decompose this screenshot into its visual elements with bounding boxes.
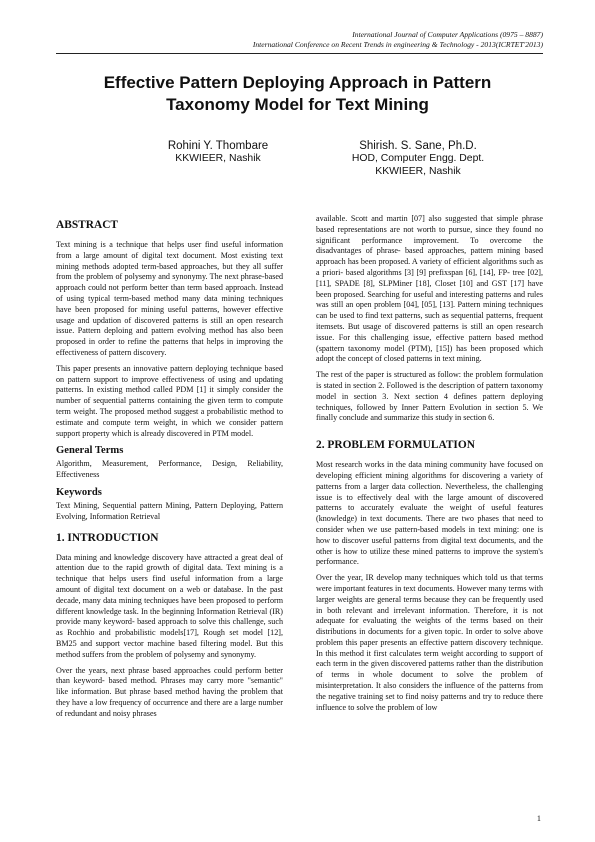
left-column (56, 214, 283, 724)
introduction-paragraph: Data mining and knowledge discovery have attracted a great deal of attention due to the rapid growth of digital data. Text mining is a technique that helps users find useful information from a large amount of digital text document on a web or database. In the past decade, many data mining techniques have been proposed to perform different knowledge task. In the beginning Information Retrieval (IR) provide many keyword- based approach to solve this challenge, such as Rochhio and probabilistic models[17], Rough set model [12], BM25 and support vector machine based filtering model. But this method suffers from the problem of polysemy and synonymy. (56, 552, 283, 659)
problem-formulation-paragraph: Most research works in the data mining community have focused on developing efficient mining algorithms for discovering a variety of patterns from a larger data collection. Nevertheless, the challenging issue is to effectively deal with the large amount of discovered patterns to accurately evaluate the weight of useful features (knowledge) in text documents. There are two phases that need to consider when we use pattern-based models in text mining: one is how to discover useful patterns from digital text documents, and the other is how to utilize these mined patterns to improve the system's performance. (316, 460, 543, 567)
author-block-2 (318, 139, 518, 178)
running-header (63, 30, 543, 50)
general-terms-text: Algorithm, Measurement, Performance, Design, Reliability, Effectiveness (56, 459, 283, 480)
introduction-paragraph: Over the years, next phrase based approaches could perform better than keyword- based method. Phrases may carry more "semantic" like information. But phrase based method having the problem that they have a low frequency of occurrence and there are a large number of redundant and noisy phrases (56, 665, 283, 718)
author-affiliation: KKWIEER, Nashik (175, 153, 261, 164)
author-affiliation: KKWIEER, Nashik (375, 165, 461, 177)
paper-title: Effective Pattern Deploying Approach in Pattern Taxonomy Model for Text Mining (103, 73, 492, 114)
right-column (316, 214, 543, 718)
author-name: Rohini Y. Thombare (167, 140, 269, 152)
journal-line: International Journal of Computer Applications (0975 – 8887) (352, 30, 543, 39)
general-terms-heading: General Terms (56, 445, 124, 457)
abstract-paragraph: This paper presents an innovative pattern deploying technique based on pattern support to improve effectiveness of using and updating patterns. In existing method called PDM [1] it simply consider the number of sequential patterns containing the given term to compute term weight. The proposed method suggest a probabilistic method to estimate and compute term weight, in which we consider pattern support property which is already discovered in PTM model. (56, 363, 283, 438)
keywords-text: Text Mining, Sequential pattern Mining, Pattern Deploying, Pattern Evolving, Information Retrieval (56, 500, 283, 521)
author-name: Shirish. S. Sane, Ph.D. (359, 140, 477, 152)
keywords-heading: Keywords (56, 486, 102, 498)
introduction-paragraph: The rest of the paper is structured as follow: the problem formulation is stated in section 2. Followed is the description of pattern taxonomy model in section 3. Next section 4 defines pattern deploying techniques, followed by Inner Pattern Evolution in section 5. We finally conclude and summarize this study in section 6. (316, 370, 543, 423)
abstract-paragraph: Text mining is a technique that helps user find useful information from a large amount of digital text document. Most existing text mining methods adopted term-based approaches, but they all suffer from the problem of polysemy and synonymy. The next phrase-based approach could not perform better than term based approach. Instead of using typical term-based method many data mining techniques have been proposed for mining useful patterns, however effective usage and updation of discovered patterns is still an open research issue. Pattern deploing and pattern evolving method has also been proposed in order to refine the patterns that helps in improving the effectiveness of pattern discovery. (56, 240, 283, 357)
page-number: 1 (536, 814, 541, 823)
author-block-1 (118, 139, 318, 166)
problem-formulation-paragraph: Over the year, IR develop many techniques which told us that terms were important features in text documents. However many terms with larger weights are general terms because they can be frequently used in both relevant and irrelevant information. Therefore, it is not adequate for evaluating the weights of the terms based on their distributions in documents for a given topic. In order to solve above problem this paper presents an effective pattern discovery technique. In this method it first calculates term weight according to support of each term in the given discovered patterns rather than the distribution of terms in whole document to solve the problem of misinterpretation. It also considers the influence of the patterns from the negative training set to find noisy patterns and try to reduce there influence to solve the problem of low (316, 573, 543, 712)
header-rule (56, 53, 543, 54)
introduction-heading: 1. INTRODUCTION (56, 531, 159, 544)
conference-line: International Conference on Recent Trends in engineering & Technology - 2013(ICRTET'2013) (252, 40, 543, 49)
abstract-heading: ABSTRACT (56, 219, 119, 231)
problem-formulation-heading: 2. PROBLEM FORMULATION (316, 439, 475, 452)
introduction-paragraph-continued: available. Scott and martin [07] also suggested that simple phrase based representations are not worth to pursue, since they found no significant performance improvement. To overcome the disadvantages of phrase- based approaches, pattern mining based approach has been proposed. A variety of efficient algorithms such as a priori- based algorithms [3] [9] prefixspan [6], [14], FP- tree [02], [11], SPADE [8], SLPMiner [18], Closet [10] and GST [17] have been proposed. Searching for useful and interesting patterns and rules was still an open problem [04], [05], [13]. Pattern mining techniques can be used to find text patterns, such as sequential patterns, frequent itemsets. But usage of discovered patterns is still an open research issue. For this challenging issue, effective pattern based method (spattern taxonomy model (PTM), [15]) has been proposed which adopt the concept of closed patterns in text mining. (316, 214, 543, 364)
author-affiliation: HOD, Computer Engg. Dept. (351, 153, 485, 164)
